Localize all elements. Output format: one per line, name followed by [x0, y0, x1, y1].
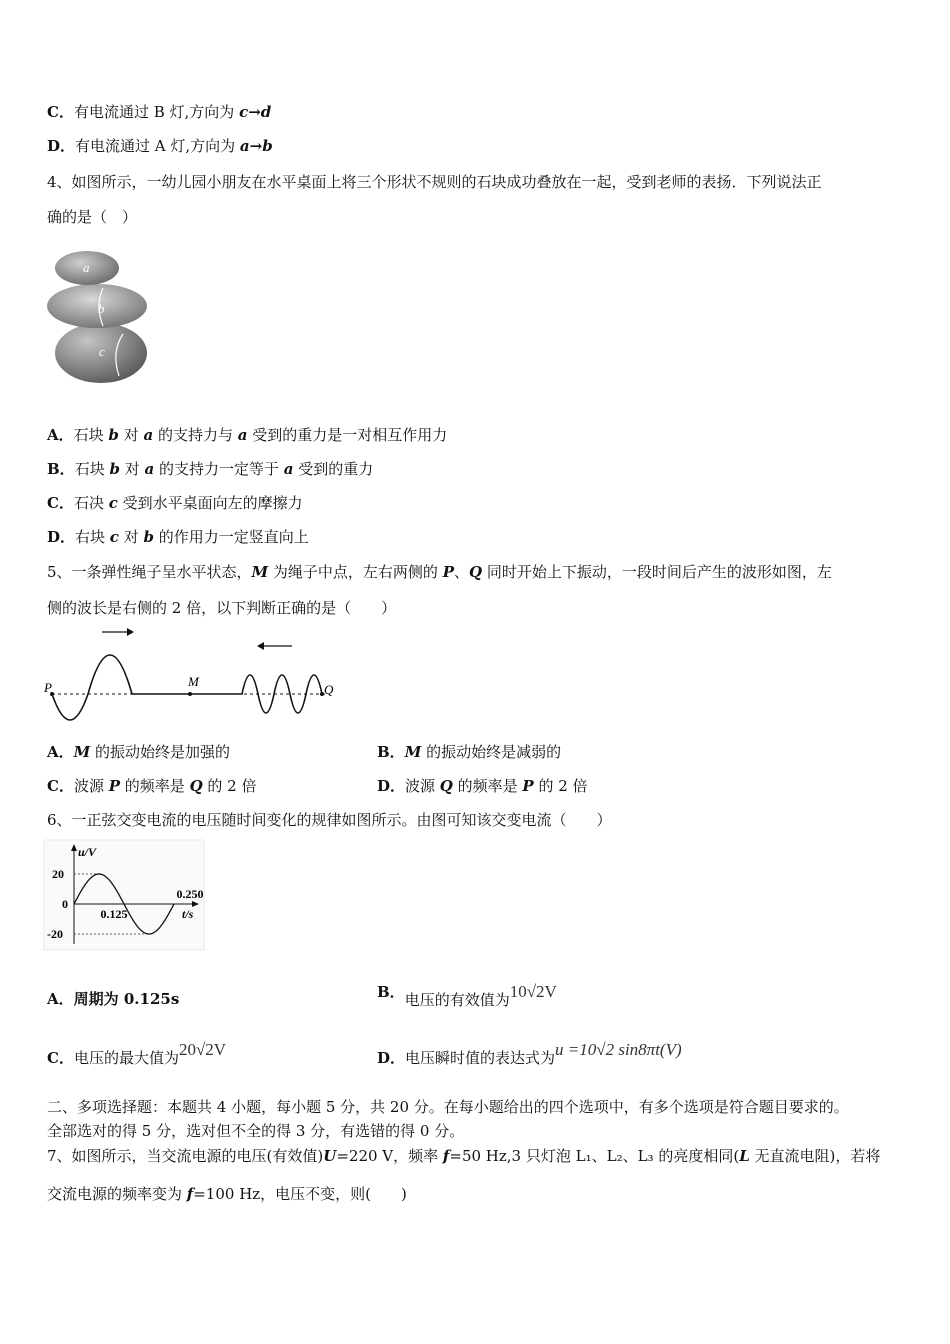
- text: 的 2 倍: [202, 777, 257, 795]
- text: 的支持力一定等于: [154, 460, 284, 478]
- x-tick-label: 0.125: [100, 907, 128, 921]
- text: 的作用力一定竖直向上: [153, 528, 309, 546]
- var: a: [143, 426, 154, 444]
- text: 受到的重力是一对相互作用力: [247, 426, 448, 444]
- q5-stem-line2: 侧的波长是右侧的 2 倍，以下判断正确的是（ ）: [47, 599, 397, 617]
- var: P: [108, 777, 121, 795]
- option-text: 电压瞬时值的表达式为: [405, 1049, 556, 1067]
- text: 无直流电阻)，若将: [749, 1147, 881, 1165]
- stacked-stones-figure: [45, 248, 155, 388]
- option-label: D．: [377, 777, 406, 795]
- text: 的频率是: [452, 777, 523, 795]
- q3-option-c[interactable]: [47, 102, 271, 122]
- option-text: 有电流通过 A 灯,方向为: [75, 137, 240, 155]
- formula: 10√2V: [509, 982, 557, 1001]
- var: Q: [439, 777, 453, 795]
- var: a: [283, 460, 294, 478]
- text: 的频率是: [120, 777, 190, 795]
- q4-stem-line1: 4、如图所示，一幼儿园小朋友在水平桌面上将三个形状不规则的石块成功叠放在一起，受到老师的表扬．下列说法正: [47, 173, 822, 191]
- option-label: D．: [47, 137, 76, 155]
- text: 石决: [73, 494, 109, 512]
- var: M: [251, 563, 269, 581]
- text: 石块: [74, 460, 110, 478]
- var: b: [108, 426, 119, 444]
- q5-option-a[interactable]: [47, 742, 230, 762]
- var: b: [143, 528, 154, 546]
- q4-option-b[interactable]: [47, 459, 373, 479]
- text: 波源: [73, 777, 109, 795]
- var: P: [522, 777, 534, 795]
- label-m: M: [188, 674, 199, 689]
- q6-stem: 6、一正弦交变电流的电压随时间变化的规律如图所示。由图可知该交变电流（ ）: [47, 811, 612, 829]
- text: =220 V，频率: [336, 1147, 443, 1165]
- current-direction: a→b: [239, 137, 273, 155]
- option-label: C．: [47, 494, 74, 512]
- q5-option-c[interactable]: [47, 776, 257, 796]
- var: f: [186, 1185, 194, 1203]
- label-q: Q: [324, 682, 334, 697]
- text: 5、一条弹性绳子呈水平状态，: [47, 563, 252, 581]
- var: a: [144, 460, 155, 478]
- text: 、: [453, 563, 469, 581]
- option-text: 电压的有效值为: [404, 991, 510, 1009]
- text: 的 2 倍: [533, 777, 588, 795]
- formula: u =10√2 sin8πt(V): [555, 1040, 682, 1059]
- stone-label-c: c: [99, 344, 105, 359]
- section2-header-line1: 二、多项选择题：本题共 4 小题，每小题 5 分，共 20 分。在每小题给出的四个选项中，有多个选项是符合题目要求的。: [47, 1098, 849, 1116]
- var: P: [442, 563, 454, 581]
- var: M: [404, 743, 422, 761]
- option-label: C．: [47, 103, 74, 121]
- option-label: B．: [377, 983, 405, 1001]
- text: =100 Hz，电压不变，则( ): [193, 1185, 407, 1203]
- option-label: A．: [47, 743, 74, 761]
- q4-stem-line2: 确的是（ ）: [47, 208, 138, 226]
- text: 右块: [75, 528, 110, 546]
- var: c: [108, 494, 118, 512]
- var: Q: [189, 777, 203, 795]
- stone-b: [47, 284, 147, 328]
- option-text: 周期为 0.125s: [73, 990, 180, 1008]
- text: 为绳子中点，左右两侧的: [268, 563, 443, 581]
- q4-option-c[interactable]: [47, 493, 303, 513]
- x-tick-label: 0.250: [176, 887, 204, 901]
- q6-option-c[interactable]: [47, 1040, 227, 1067]
- stone-label-a: a: [83, 260, 90, 275]
- var: L: [739, 1147, 750, 1165]
- option-label: D．: [47, 528, 76, 546]
- option-label: B．: [377, 743, 405, 761]
- q5-stem-line1: [47, 562, 832, 582]
- y-tick-label: 20: [52, 867, 64, 881]
- text: 的振动始终是减弱的: [421, 743, 562, 761]
- origin-label: 0: [62, 897, 68, 911]
- option-label: A．: [47, 426, 74, 444]
- option-label: A．: [47, 990, 74, 1008]
- q5-option-d[interactable]: [377, 776, 588, 796]
- var: M: [73, 743, 91, 761]
- text: 的振动始终是加强的: [90, 743, 231, 761]
- stone-label-b: b: [98, 301, 105, 316]
- current-direction: c→d: [239, 103, 272, 121]
- option-text: 电压的最大值为: [73, 1049, 179, 1067]
- x-axis-label: t/s: [182, 907, 194, 921]
- y-tick-label: -20: [47, 927, 63, 941]
- text: =50 Hz,3 只灯泡 L₁、L₂、L₃ 的亮度相同(: [449, 1147, 740, 1165]
- var: a: [237, 426, 248, 444]
- option-text: 有电流通过 B 灯,方向为: [73, 103, 240, 121]
- text: 波源: [405, 777, 440, 795]
- q6-option-a[interactable]: [47, 989, 179, 1009]
- var: c: [109, 528, 119, 546]
- q6-option-d[interactable]: [377, 1040, 682, 1067]
- q7-stem-line1: [47, 1146, 880, 1166]
- q4-option-d[interactable]: [47, 527, 309, 547]
- text: 对: [119, 460, 145, 478]
- var: U: [323, 1147, 337, 1165]
- q5-option-b[interactable]: [377, 742, 561, 762]
- option-label: D．: [377, 1049, 406, 1067]
- option-label: C．: [47, 1049, 74, 1067]
- label-p: P: [44, 680, 52, 695]
- text: 的支持力与: [153, 426, 238, 444]
- q6-option-b[interactable]: [377, 982, 557, 1009]
- text: 石块: [73, 426, 109, 444]
- text: 受到的重力: [293, 460, 374, 478]
- formula: 20√2V: [178, 1040, 227, 1059]
- voltage-time-chart: [44, 840, 204, 950]
- option-label: B．: [47, 460, 75, 478]
- section2-header-line2: 全部选对的得 5 分，选对但不全的得 3 分，有选错的得 0 分。: [47, 1122, 465, 1140]
- text: 同时开始上下振动，一段时间后产生的波形如图，左: [482, 563, 832, 581]
- var: b: [109, 460, 120, 478]
- wave-figure: [42, 622, 342, 732]
- q7-stem-line2: [47, 1184, 407, 1204]
- q3-option-d[interactable]: [47, 136, 273, 156]
- var: Q: [469, 563, 483, 581]
- q4-option-a[interactable]: [47, 425, 447, 445]
- option-label: C．: [47, 777, 74, 795]
- text: 7、如图所示，当交流电源的电压(有效值): [47, 1147, 324, 1165]
- y-axis-label: u/V: [78, 845, 97, 859]
- text: 对: [118, 426, 144, 444]
- var: f: [442, 1147, 450, 1165]
- text: 对: [118, 528, 144, 546]
- text: 受到水平桌面向左的摩擦力: [117, 494, 303, 512]
- text: 交流电源的频率变为: [47, 1185, 187, 1203]
